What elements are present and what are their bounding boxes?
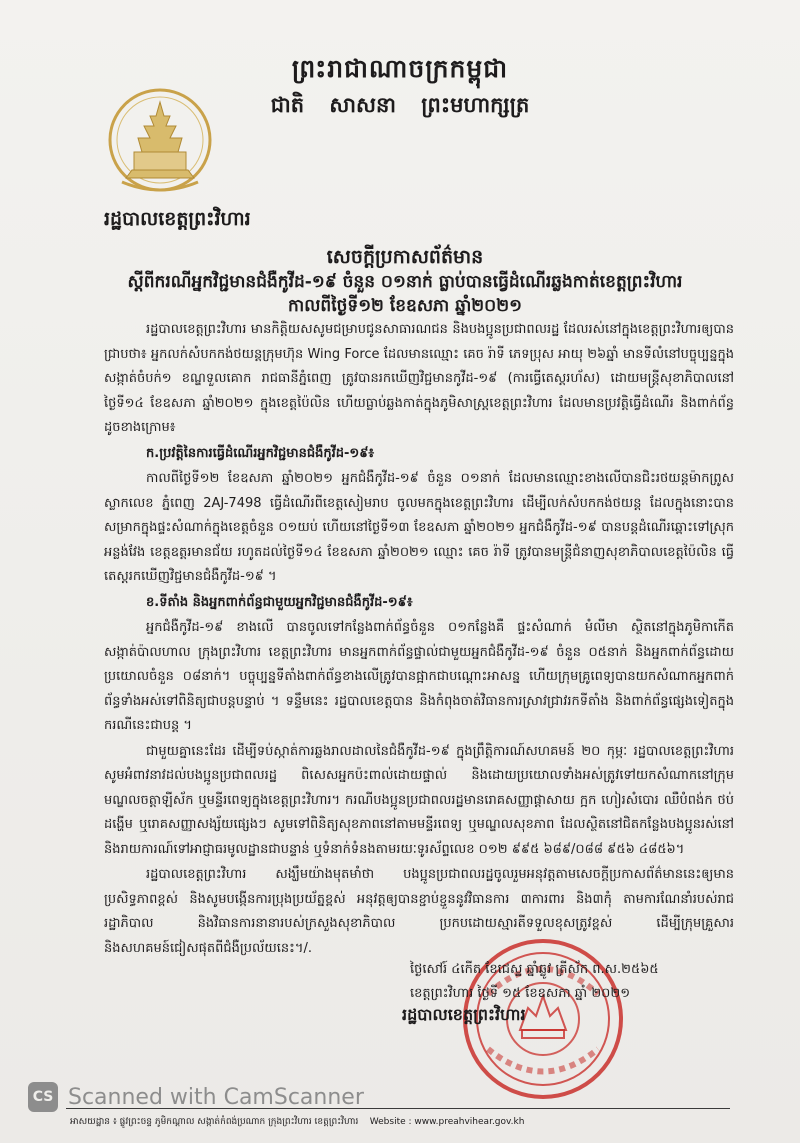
lunar-date: ថ្ងៃសៅរ៍ ៤កើត ខែជេស្ឋ ឆ្នាំឆ្លូវ ត្រីស័ក ព.ស.២៥៦៥ [410, 962, 659, 977]
announcement-subject-line1: ស្តីពីករណីអ្នកវិជ្ជមានជំងឺកូវីដ-១៩ ចំនួន ០១នាក់ ធ្លាប់បានធ្វើដំណើរឆ្លងកាត់ខេត្តព្រះវិហារ [127, 272, 683, 292]
kingdom-title: ព្រះរាជាណាចក្រកម្ពុជា [291, 54, 509, 83]
provincial-emblem-icon [104, 82, 216, 200]
announcement-subject-line2: កាលពីថ្ងៃទី១២ ខែឧសភា ឆ្នាំ២០២១ [288, 296, 522, 316]
signing-organization: រដ្ឋបាលខេត្តព្រះវិហារ [402, 1005, 526, 1024]
announcement-title: សេចក្តីប្រកាសព័ត៌មាន [326, 246, 484, 268]
issuing-organization: រដ្ឋបាលខេត្តព្រះវិហារ [104, 208, 251, 230]
signature-dates [410, 958, 659, 1006]
announcement-body [104, 318, 734, 962]
watermark-text: Scanned with CamScanner [68, 1084, 364, 1110]
intro-paragraph: រដ្ឋបាលខេត្តព្រះវិហារ មានកិត្តិយសសូមជម្រាបជូនសាធារណជន និងបងប្អូនប្រជាពលរដ្ឋ ដែលរស់នៅក្នុងខេត្តព្រះវិហារឲ្យបានជ្រាបថា៖ អ្នកលក់សំបកកង់ថយន្តក្រុមហ៊ុន Wing Force ដែលមានឈ្មោះ គេច រ៉ាទី ភេទប្រុស អាយុ ២៦ឆ្នាំ មានទីលំនៅបច្ចុប្បន្នក្នុងសង្កាត់ចំបក់១ ខណ្ឌទួលគោក រាជធានីភ្នំពេញ ត្រូវបានរកឃើញវិជ្ជមានកូវីដ-១៩ (ការធ្វើតេស្តរហ័ស) ដោយមន្ត្រីសុខាភិបាលនៅថ្ងៃទី១៤ ខែឧសភា ឆ្នាំ២០២១ ក្នុងខេត្តប៉ៃលិន ហើយធ្លាប់ឆ្លងកាត់ក្នុងភូមិសាស្ត្រខេត្តព្រះវិហារ ដែលមានប្រវត្តិធ្វើដំណើរ និងពាក់ព័ន្ធដូចខាងក្រោម៖ [104, 322, 734, 435]
section-b-paragraph: អ្នកជំងឺកូវីដ-១៩ ខាងលើ បានចូលទៅកន្លែងពាក់ព័ន្ធចំនួន ០១កន្លែងគឺ ផ្ទះសំណាក់ មំលីមា ស្ថិតនៅក្នុងភូមិកាកើត សង្កាត់ប៉ាលហាល ក្រុងព្រះវិហារ ខេត្តព្រះវិហារ មានអ្នកពាក់ព័ន្ធផ្ទាល់ជាមួយអ្នកជំងឺកូវីដ-១៩ ចំនួន ០៥នាក់ និងអ្នកពាក់ព័ន្ធដោយប្រយោលចំនួន ០៨នាក់។ បច្ចុប្បន្នទីតាំងពាក់ព័ន្ធខាងលើត្រូវបានផ្អាកជាបណ្តោះអាសន្ន ហើយក្រុមគ្រូពេទ្យបានយកសំណាកអ្នកពាក់ព័ន្ធទាំងអស់ទៅពិនិត្យជាបន្តបន្ទាប់ ។ ទន្ទឹមនេះ រដ្ឋបាលខេត្តបាន និងកំពុងចាត់វិធានការស្រាវជ្រាវរកទីតាំង និងពាក់ព័ន្ធផ្សេងទៀតក្នុងករណីនេះជាបន្ត ។ [104, 620, 734, 733]
footer-divider [66, 1108, 730, 1109]
national-motto: ជាតិ សាសនា ព្រះមហាក្សត្រ [270, 93, 530, 117]
announcement-title-block [60, 244, 750, 318]
footer [70, 1114, 734, 1130]
footer-address: អាសយដ្ឋាន ៖ ផ្លូវព្រះចន្ទ ភូមិកណ្តាល សង្កាត់កំពង់ប្រណាក ក្រុងព្រះវិហារ ខេត្តព្រះវិហារ [70, 1117, 359, 1127]
camscanner-logo-icon: CS [28, 1082, 58, 1112]
section-a-heading: ក.ប្រវត្តិនៃការធ្វើដំណើរអ្នកវិជ្ជមានជំងឺកូវីដ-១៩៖ [146, 445, 375, 461]
prevention-paragraph: ជាមួយគ្នានេះដែរ ដើម្បីទប់ស្កាត់ការឆ្លងរាលដាលនៃជំងឺកូវីដ-១៩ ក្នុងព្រឹត្តិការណ៍សហគមន៍ ២០ កុម្ភៈ រដ្ឋបាលខេត្តព្រះវិហារ សូមអំពាវនាវដល់បងប្អូនប្រជាពលរដ្ឋ ពិសេសអ្នកប៉ះពាល់ដោយផ្ទាល់ និងដោយប្រយោលទាំងអស់ត្រូវទៅយកសំណាកនៅក្រុមមណ្ឌលចត្តាឡីស័ក ឬមន្ទីរពេទ្យក្នុងខេត្តព្រះវិហារ។ ករណីបងប្អូនប្រជាពលរដ្ឋមានរោគសញ្ញាផ្តាសាយ ក្អក ហៀរសំបោរ ឈឺបំពង់ក ថប់ដង្ហើម ឬរោគសញ្ញាសង្ស័យផ្សេងៗ សូមទៅពិនិត្យសុខភាពនៅតាមមន្ទីរពេទ្យ ឬមណ្ឌលសុខភាព ដែលស្ថិតនៅជិតកន្លែងបងប្អូនរស់នៅ និងរាយការណ៍ទៅអាជ្ញាធរមូលដ្ឋានជាបន្ទាន់ ឬទំនាក់ទំនងតាមរយៈទូរស័ព្ទលេខ ០១២ ៩៩៥ ៦៨៩/០៨៨ ៩៥៦ ៤៨៥៦។ [104, 743, 734, 857]
solar-date: ខេត្តព្រះវិហារ ថ្ងៃទី ១៥ ខែឧសភា ឆ្នាំ ២០២១ [410, 986, 631, 1001]
footer-website: Website : www.preahvihear.gov.kh [369, 1117, 525, 1127]
closing-paragraph: រដ្ឋបាលខេត្តព្រះវិហារ សង្ឃឹមយ៉ាងមុតមាំថា បងប្អូនប្រជាពលរដ្ឋចូលរួមអនុវត្តតាមសេចក្តីប្រកាសព័ត៌មាននេះឲ្យមានប្រសិទ្ធភាពខ្ពស់ និងសូមបង្កើនការប្រុងប្រយ័ត្នខ្ពស់ អនុវត្តឲ្យបានខ្ជាប់ខ្ជួននូវវិធានការ ៣ការពារ និង៣កុំ តាមការណែនាំរបស់រាជរដ្ឋាភិបាល និងវិធានការនានារបស់ក្រសួងសុខាភិបាល ប្រកបដោយស្មារតីទទួលខុសត្រូវខ្ពស់ ដើម្បីក្រុមគ្រួសារ និងសហគមន៍ជៀសផុតពីជំងឺប្រល័យនេះ។/. [104, 867, 734, 956]
section-a-paragraph: កាលពីថ្ងៃទី១២ ខែឧសភា ឆ្នាំ២០២១ អ្នកជំងឺកូវីដ-១៩ ចំនួន ០១នាក់ ដែលមានឈ្មោះខាងលើបានជិះរថយន្តម៉ាកព្រូស ស្លាកលេខ ភ្នំពេញ 2AJ-7498 ធ្វើដំណើរពីខេត្តសៀមរាប ចូលមកក្នុងខេត្តព្រះវិហារ ដើម្បីលក់សំបកកង់ថយន្ត ដែលក្នុងនោះបានសម្រាកក្នុងផ្ទះសំណាក់ក្នុងខេត្តចំនួន ០១យប់ ហើយនៅថ្ងៃទី១៣ ខែឧសភា ឆ្នាំ២០២១ អ្នកជំងឺកូវីដ-១៩ បានបន្តដំណើរឆ្ពោះទៅស្រុកអន្លង់វែង ខេត្តឧត្តរមានជ័យ រហូតដល់ថ្ងៃទី១៤ ខែឧសភា ឆ្នាំ២០២១ ឈ្មោះ គេច រ៉ាទី ត្រូវបានមន្ត្រីជំនាញសុខាភិបាលខេត្តប៉ៃលិន ធ្វើតេស្តរកឃើញវិជ្ជមានជំងឺកូវីដ-១៩ ។ [104, 471, 734, 584]
section-b-heading: ខ.ទីតាំង និងអ្នកពាក់ព័ន្ធជាមួយអ្នកវិជ្ជមានជំងឺកូវីដ-១៩៖ [146, 594, 413, 610]
